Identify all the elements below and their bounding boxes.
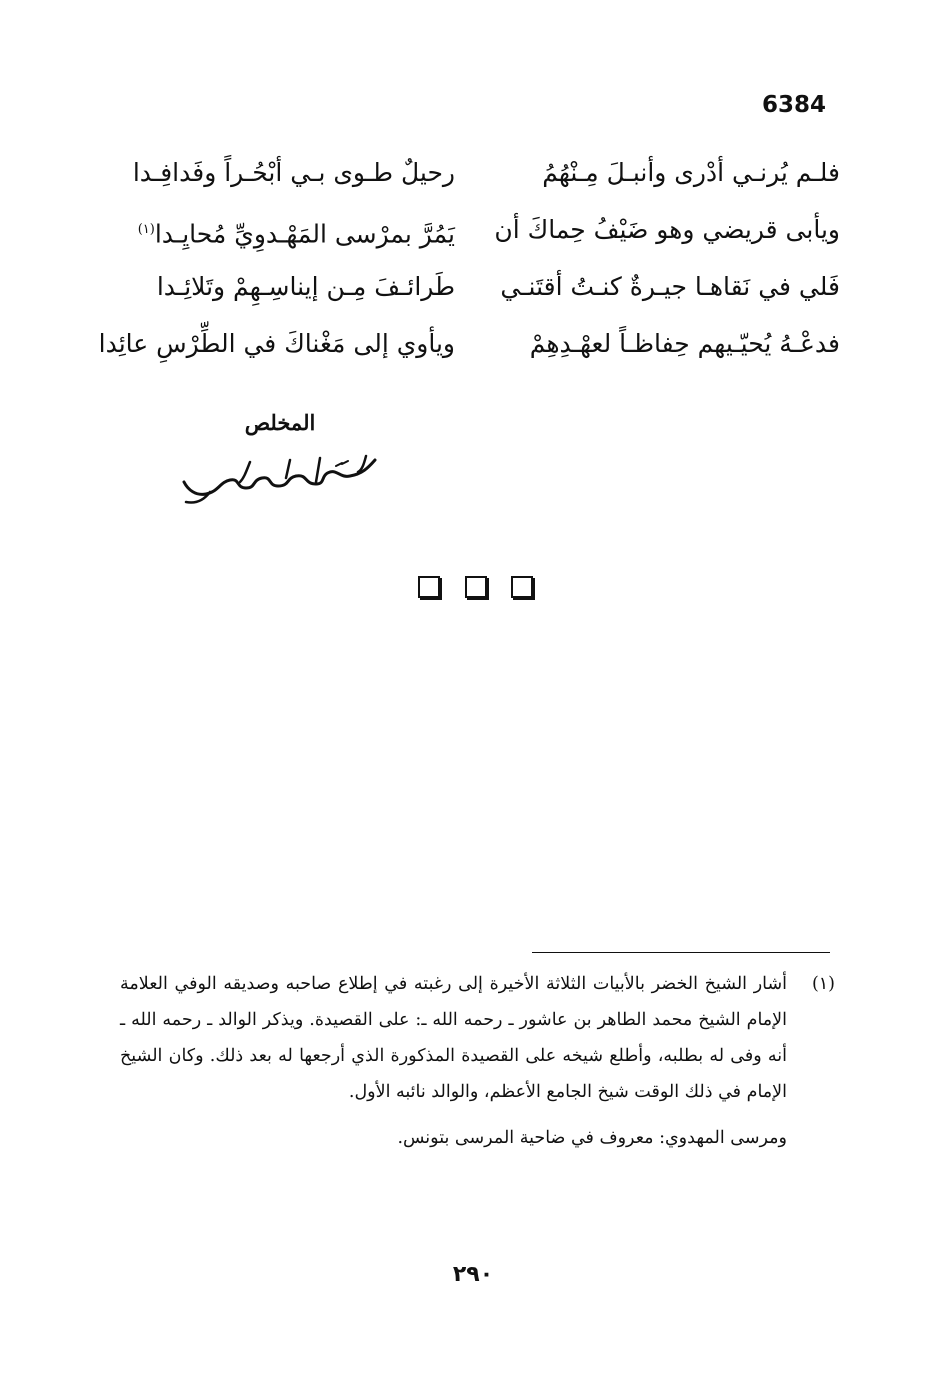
verse-first-hemistich: فلـم يُرنـي أدْرى وأنبـلَ مِـنْهُمُ <box>542 158 840 187</box>
square-ornament-icon <box>465 576 487 598</box>
verse-line <box>110 259 840 315</box>
verse-line <box>98 316 840 372</box>
footnote-text: أشار الشيخ الخضر بالأبيات الثلاثة الأخيرة إلى رغبته في إطلاع صاحبه وصديقه الوفي العلامة الإمام الشيخ محمد الطاهر بن عاشور ـ رحمه الله ـ: على القصيدة. ويذكر الوالد ـ رحمه الله ـ أنه وفى له بطلبه، وأطلع شيخه على القصيدة المذكورة الذي أرجعها له بعد ذلك. وكان الشيخ الإمام في ذلك الوقت شيخ الجامع الأعظم، والوالد نائبه الأول. <box>120 974 787 1102</box>
verse-first-hemistich: فَلي في نَقاهـا جيـرةٌ كنـتُ أقتَنـي <box>500 272 840 301</box>
footnote-paragraph <box>120 966 835 1110</box>
footnote-reference: (١) <box>137 222 155 237</box>
footnotes <box>120 966 835 1156</box>
square-ornament-icon <box>511 576 533 598</box>
verse-second-hemistich: ويأوي إلى مَغْناكَ في الطِّرْسِ عائِدا <box>98 329 455 358</box>
verse-second-hemistich: رحيلٌ طـوى بـي أبْحُـراً وفَدافِـدا <box>132 158 455 187</box>
footnote-paragraph: ومرسى المهدوي: معروف في ضاحية المرسى بتونس. <box>397 1128 787 1148</box>
square-ornament-icon <box>418 576 440 598</box>
section-separator <box>418 576 533 600</box>
handwritten-signature <box>170 448 390 508</box>
verse-line <box>110 145 840 201</box>
verse-first-hemistich: فدعْـهُ يُحيّـيهم حِفاظـاً لعهْـدِهِمْ <box>529 329 840 358</box>
page-number: ٢٩٠ <box>452 1262 494 1287</box>
footnote-marker: (١) <box>811 974 835 994</box>
footnote-divider <box>532 952 830 953</box>
sign-off-label: المخلص <box>244 410 316 435</box>
verse-first-hemistich: ويأبى قريضي وهو ضَيْفُ حِماكَ أن <box>494 215 840 244</box>
verse-second-hemistich <box>110 202 455 262</box>
page-id: 6384 <box>761 92 826 118</box>
verse-text: يَمُرَّ بمرْسى المَهْـدوِيِّ مُحايِـدا <box>154 219 455 249</box>
verse-second-hemistich: طَرائـفَ مِـن إيناسِـهِمْ وتَلائِـدا <box>156 272 455 301</box>
verse-line <box>110 202 840 258</box>
